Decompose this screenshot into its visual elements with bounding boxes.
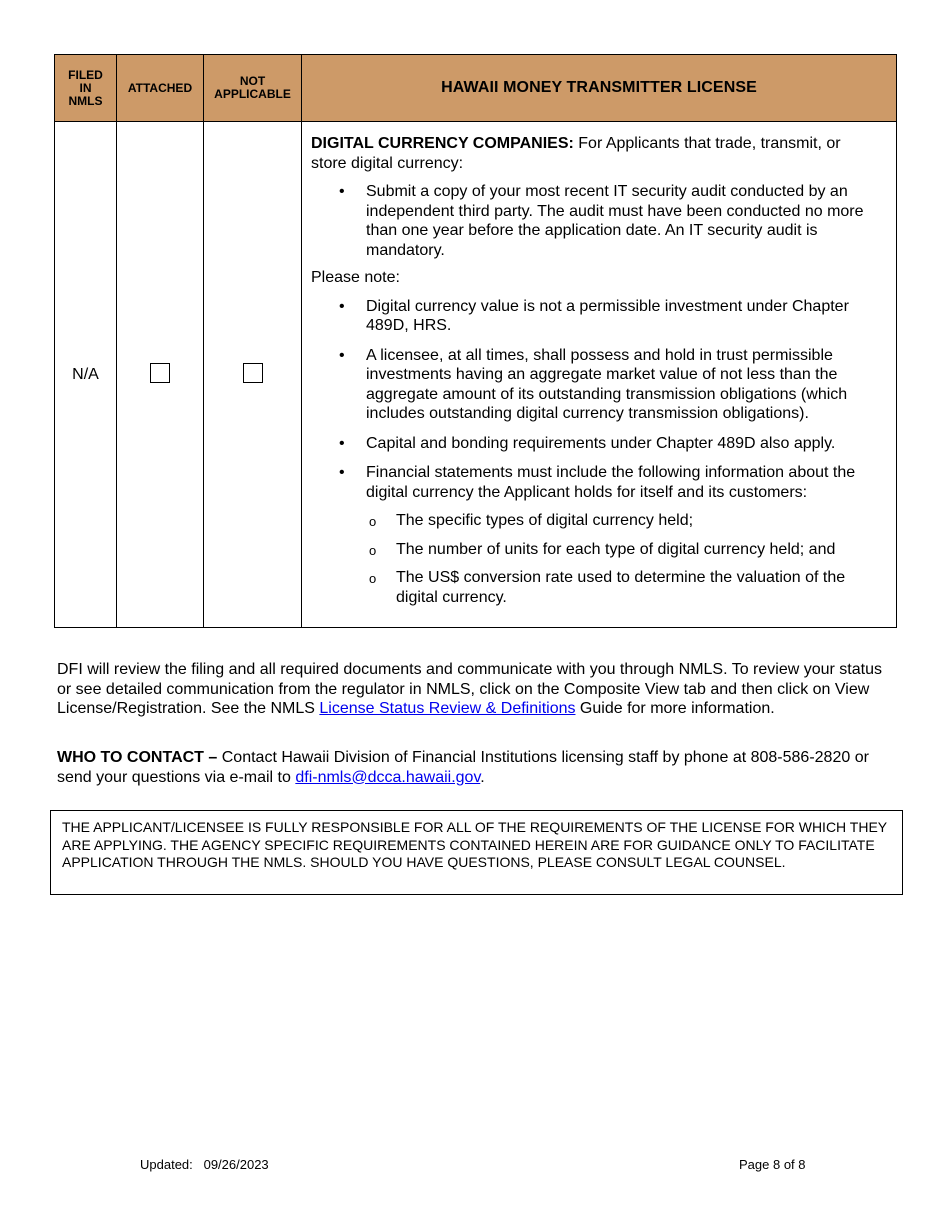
requirements-table xyxy=(54,54,897,628)
sub-list-item: o The US$ conversion rate used to determine the valuation of the digital currency. xyxy=(396,568,886,607)
updated-date: Updated: 09/26/2023 xyxy=(140,1157,269,1172)
list-item xyxy=(366,297,886,336)
disclaimer-text: THE APPLICANT/LICENSEE IS FULLY RESPONSIBLE FOR ALL OF THE REQUIREMENTS OF THE LICENSE FOR WHICH THEY ARE APPLYING. THE AGENCY SPECIFIC REQUIREMENTS CONTAINED HEREIN ARE FOR GUIDANCE ONLY TO FACILITATE APPLICATION THROUGH THE NMLS. SHOULD YOU HAVE QUESTIONS, PLEASE CONSULT LEGAL COUNSEL. xyxy=(62,819,887,870)
list-item xyxy=(366,434,886,454)
not-applicable-checkbox[interactable] xyxy=(243,363,263,383)
review-text: DFI will review the filing and all required documents and communicate with you through NMLS. To review your status or see detailed communication from the regulator in NMLS, click on the Composite View tab and then click on View License/Registration. See the NMLS xyxy=(57,661,882,717)
list-item xyxy=(366,346,886,424)
review-text-end: Guide for more information. xyxy=(575,700,775,717)
contact-text: Contact Hawaii Division of Financial Institutions licensing staff by phone at 808-586-2820 or send your questions via e-mail to xyxy=(57,749,869,786)
financial-statement-sublist xyxy=(366,511,886,607)
contact-email-link[interactable]: dfi-nmls@dcca.hawaii.gov xyxy=(295,768,481,786)
contact-paragraph xyxy=(57,748,897,787)
header-not-applicable-label: NOT APPLICABLE xyxy=(214,74,291,101)
header-license-title xyxy=(302,55,897,122)
list-item-text: Capital and bonding requirements under Chapter 489D also apply. xyxy=(366,434,836,452)
audit-bullet-list xyxy=(311,182,886,260)
table-row xyxy=(55,122,897,628)
filed-cell xyxy=(55,122,117,628)
contact-label: WHO TO CONTACT – xyxy=(57,749,218,766)
contact-end: . xyxy=(480,768,485,786)
disclaimer-box xyxy=(50,810,903,895)
list-item-text: A licensee, at all times, shall possess and hold in trust permissible investments having an aggregate market value of not less than the aggregate amount of its outstanding transmission obligations (which includes outstanding digital currency transmission obligations). xyxy=(366,346,848,422)
sub-list-item: o The number of units for each type of digital currency held; and xyxy=(396,540,886,560)
sub-list-item: o The specific types of digital currency held; xyxy=(396,511,886,531)
list-item xyxy=(366,463,886,607)
note-bullet-list xyxy=(311,297,886,608)
review-paragraph xyxy=(57,660,897,719)
requirement-description xyxy=(302,122,897,628)
intro-text: For Applicants that trade, transmit, or store digital currency: xyxy=(311,135,841,172)
attached-checkbox[interactable] xyxy=(150,363,170,383)
license-title: HAWAII MONEY TRANSMITTER LICENSE xyxy=(441,79,757,96)
not-applicable-cell xyxy=(204,122,302,628)
list-item: • Submit a copy of your most recent IT security audit conducted by an independent third party. The audit must have been conducted no more than one year before the application date. An IT security audit is mandatory. xyxy=(366,182,886,260)
header-not-applicable xyxy=(204,55,302,122)
list-item-text: Digital currency value is not a permissible investment under Chapter 489D, HRS. xyxy=(366,297,849,334)
please-note-label: Please note: xyxy=(311,269,400,286)
header-attached-label: ATTACHED xyxy=(127,80,193,95)
license-status-guide-link[interactable]: License Status Review & Definitions xyxy=(319,700,576,717)
intro-paragraph xyxy=(311,134,851,173)
intro-heading: DIGITAL CURRENCY COMPANIES: xyxy=(311,135,574,152)
header-attached xyxy=(117,55,204,122)
header-filed-in-nmls xyxy=(55,55,117,122)
table-header-row xyxy=(55,55,897,122)
attached-cell xyxy=(117,122,204,628)
page-number: Page 8 of 8 xyxy=(739,1157,806,1172)
list-item-text: Financial statements must include the following information about the digital currency the Applicant holds for itself and its customers: xyxy=(366,464,856,501)
filed-value: N/A xyxy=(72,365,99,383)
header-filed-label: FILED IN NMLS xyxy=(68,67,103,108)
